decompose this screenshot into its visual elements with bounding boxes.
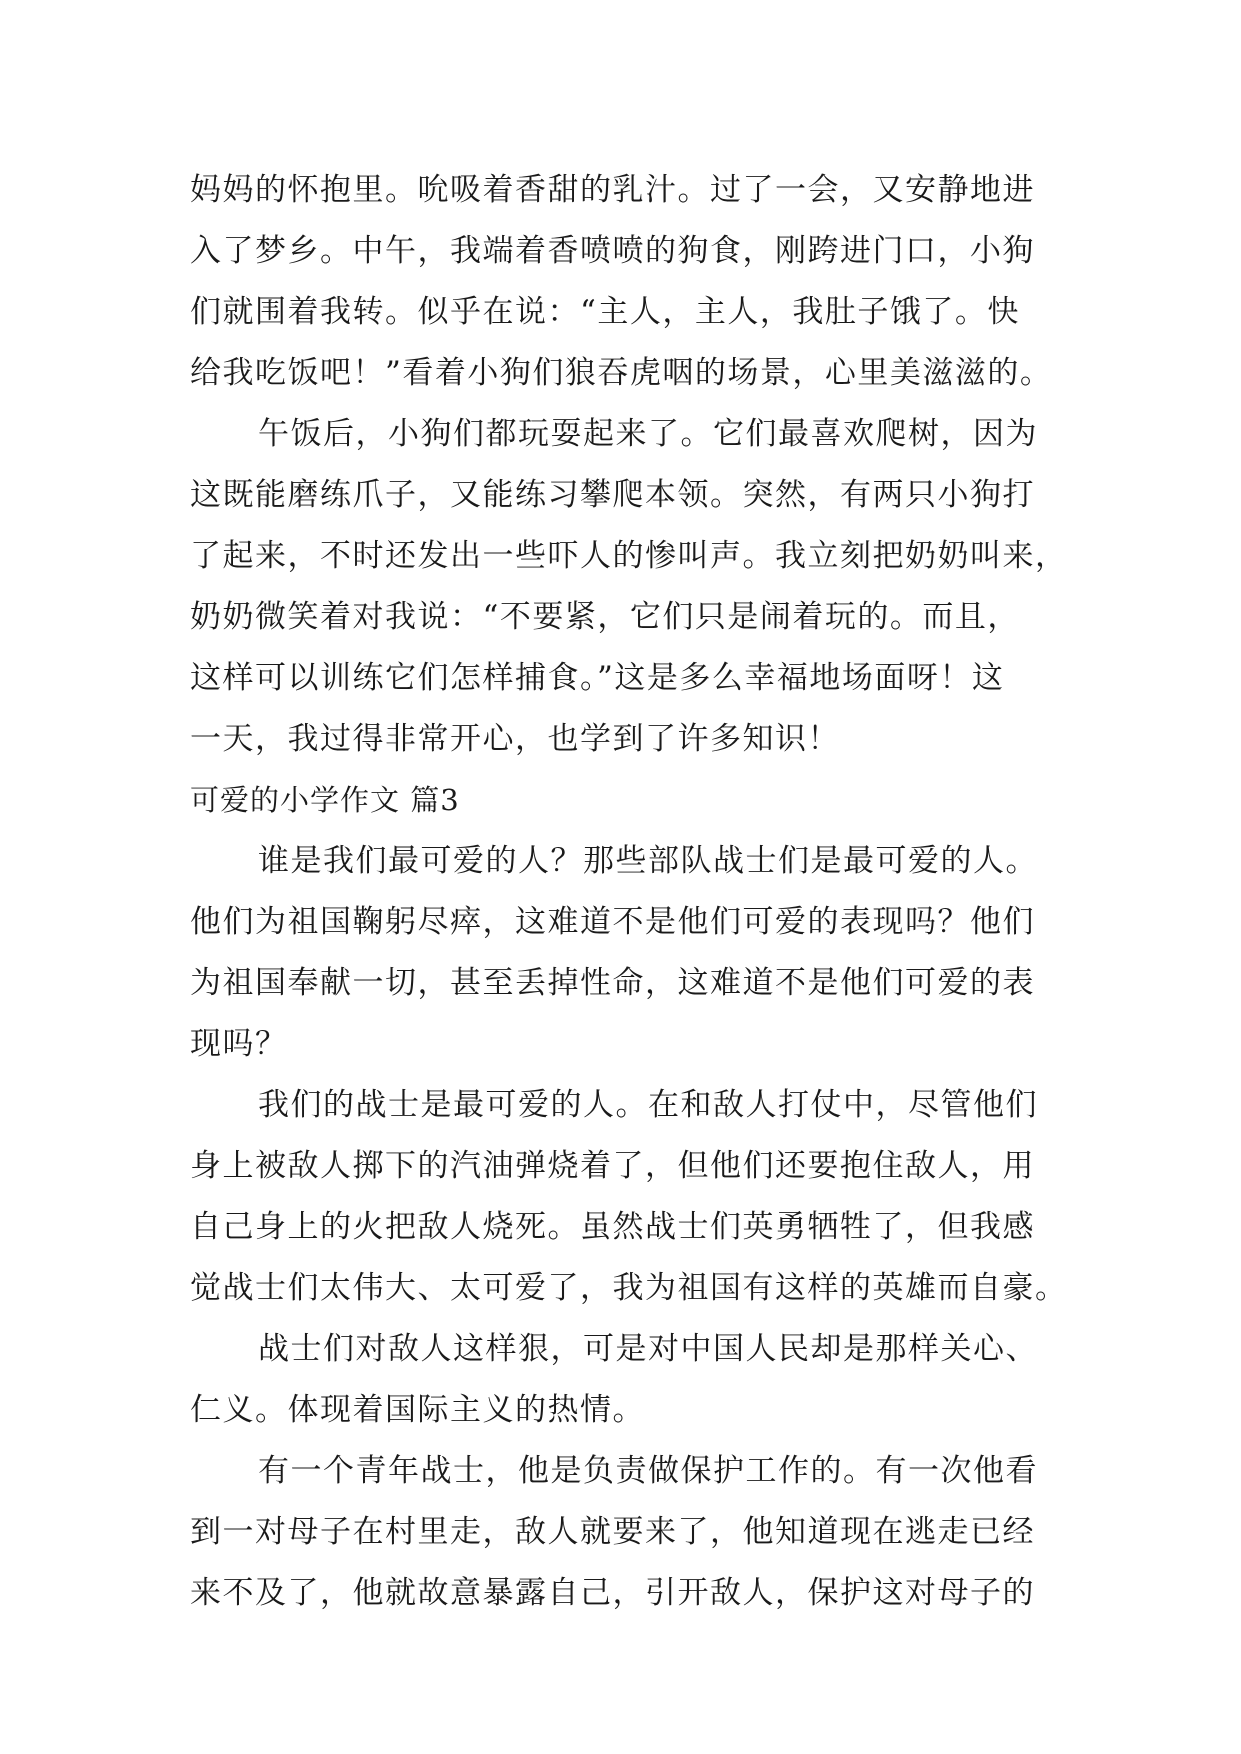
text-line: 了起来，不时还发出一些吓人的惨叫声。我立刻把奶奶叫来，: [190, 538, 1068, 574]
text-line: 自己身上的火把敌人烧死。虽然战士们英勇牺牲了，但我感: [190, 1209, 1035, 1245]
text-line: 奶奶微笑着对我说：“不要紧，它们只是闹着玩的。而且，: [190, 599, 1020, 635]
paragraph-start-line: 战士们对敌人这样狠，可是对中国人民却是那样关心、: [258, 1331, 1038, 1367]
text-line: 觉战士们太伟大、太可爱了，我为祖国有这样的英雄而自豪。: [190, 1270, 1068, 1306]
text-line: 这既能磨练爪子，又能练习攀爬本领。突然，有两只小狗打: [190, 477, 1035, 513]
text-line: 一天，我过得非常开心，也学到了许多知识！: [190, 721, 840, 757]
text-line: 来不及了，他就故意暴露自己，引开敌人，保护这对母子的: [190, 1575, 1035, 1611]
text-line: 现吗？: [190, 1026, 288, 1062]
text-line: 仁义。体现着国际主义的热情。: [190, 1392, 645, 1428]
text-line: 这样可以训练它们怎样捕食。”这是多么幸福地场面呀！这: [190, 660, 1005, 696]
section-heading: 可爱的小学作文 篇3: [190, 783, 460, 817]
text-line: 身上被敌人掷下的汽油弹烧着了，但他们还要抱住敌人，用: [190, 1148, 1035, 1184]
essay-body: [190, 160, 1070, 1624]
text-line: 他们为祖国鞠躬尽瘁，这难道不是他们可爱的表现吗？他们: [190, 904, 1035, 940]
paragraph-start-line: 我们的战士是最可爱的人。在和敌人打仗中，尽管他们: [258, 1087, 1038, 1123]
text-line: 到一对母子在村里走，敌人就要来了，他知道现在逃走已经: [190, 1514, 1035, 1550]
text-line: 妈妈的怀抱里。吮吸着香甜的乳汁。过了一会，又安静地进: [190, 172, 1035, 208]
paragraph-start-line: 有一个青年战士，他是负责做保护工作的。有一次他看: [258, 1453, 1038, 1489]
paragraph-start-line: 午饭后，小狗们都玩耍起来了。它们最喜欢爬树，因为: [258, 416, 1038, 452]
text-line: 入了梦乡。中午，我端着香喷喷的狗食，刚跨进门口，小狗: [190, 233, 1035, 269]
text-line: 为祖国奉献一切，甚至丢掉性命，这难道不是他们可爱的表: [190, 965, 1035, 1001]
paragraph-start-line: 谁是我们最可爱的人？那些部队战士们是最可爱的人。: [258, 843, 1038, 879]
text-line: 给我吃饭吧！”看着小狗们狼吞虎咽的场景，心里美滋滋的。: [190, 355, 1053, 391]
text-line: 们就围着我转。似乎在说：“主人，主人，我肚子饿了。快: [190, 294, 1020, 330]
